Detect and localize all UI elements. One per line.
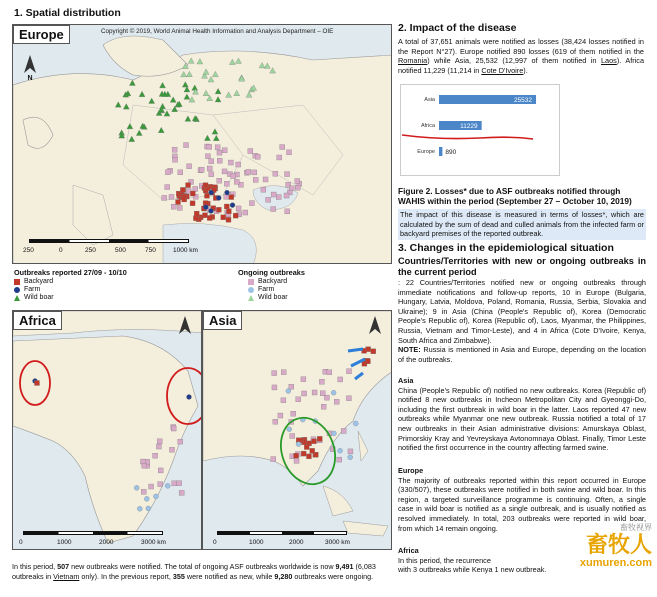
backyard-marker bbox=[190, 191, 195, 196]
backyard-marker bbox=[171, 204, 176, 209]
backyard-marker bbox=[271, 207, 276, 212]
farm-icon bbox=[14, 287, 20, 293]
backyard-marker bbox=[273, 419, 278, 424]
backyard-marker bbox=[207, 216, 212, 221]
backyard-marker bbox=[194, 211, 199, 216]
farm-marker bbox=[146, 506, 151, 511]
backyard-marker bbox=[295, 179, 300, 184]
backyard-marker bbox=[348, 449, 353, 454]
backyard-marker bbox=[157, 439, 162, 444]
africa-section-title: Africa bbox=[398, 546, 419, 555]
backyard-marker bbox=[272, 385, 277, 390]
backyard-marker bbox=[285, 172, 290, 177]
europe-map: Europe Copyright © 2019, World Animal Health Information and Analysis Department – OIE N 250 0 250 500 750 1000 km bbox=[12, 24, 392, 264]
backyard-marker bbox=[172, 147, 177, 152]
backyard-marker bbox=[304, 445, 309, 450]
europe-map-canvas bbox=[13, 25, 392, 264]
farm-marker bbox=[134, 485, 139, 490]
farm-marker bbox=[230, 203, 235, 208]
backyard-marker bbox=[165, 170, 170, 175]
backyard-marker bbox=[182, 197, 187, 202]
asia-map-label: Asia bbox=[203, 311, 242, 330]
backyard-marker bbox=[278, 413, 283, 418]
backyard-marker bbox=[172, 481, 177, 486]
backyard-marker bbox=[179, 490, 184, 495]
asia-map: Asia 0 1000 2000 3000 km bbox=[202, 310, 392, 550]
backyard-marker bbox=[281, 370, 286, 375]
backyard-marker bbox=[287, 150, 292, 155]
farm-ongoing-icon bbox=[248, 287, 254, 293]
backyard-marker bbox=[246, 169, 251, 174]
legend-reported: Outbreaks reported 27/09 - 10/10 Backyard Farm Wild boar bbox=[14, 268, 204, 301]
backyard-marker bbox=[186, 183, 191, 188]
backyard-marker bbox=[365, 359, 370, 364]
chart-bar bbox=[439, 147, 442, 156]
backyard-marker bbox=[289, 186, 294, 191]
farm-marker bbox=[331, 431, 336, 436]
backyard-marker bbox=[178, 170, 183, 175]
backyard-marker bbox=[346, 396, 351, 401]
backyard-marker bbox=[216, 207, 221, 212]
europe-section-title: Europe bbox=[398, 466, 424, 475]
backyard-marker bbox=[228, 160, 233, 165]
backyard-marker bbox=[222, 148, 227, 153]
farm-marker bbox=[153, 494, 158, 499]
farm-marker bbox=[287, 427, 292, 432]
farm-marker bbox=[331, 390, 336, 395]
figure-2-caption: Figure 2. Losses* due to ASF outbreaks notified through WAHIS within the period (September 27 – October 10, 2019) bbox=[398, 186, 632, 207]
backyard-marker bbox=[236, 206, 241, 211]
backyard-marker bbox=[280, 145, 285, 150]
watermark: 畜牧视界 畜牧人 xumuren.com bbox=[579, 523, 652, 569]
backyard-marker bbox=[296, 397, 301, 402]
backyard-marker bbox=[261, 187, 266, 192]
backyard-marker bbox=[294, 453, 299, 458]
farm-marker bbox=[209, 190, 214, 195]
backyard-marker bbox=[217, 150, 222, 155]
backyard-marker bbox=[301, 451, 306, 456]
africa-map-canvas bbox=[13, 311, 202, 550]
europe-map-label: Europe bbox=[13, 25, 70, 44]
wild-boar-icon bbox=[14, 295, 20, 301]
backyard-marker bbox=[141, 489, 146, 494]
backyard-marker bbox=[205, 154, 210, 159]
backyard-marker bbox=[190, 201, 195, 206]
farm-marker bbox=[203, 205, 208, 210]
backyard-marker bbox=[180, 188, 185, 193]
backyard-marker bbox=[142, 463, 147, 468]
backyard-marker bbox=[310, 448, 315, 453]
africa-map-label: Africa bbox=[13, 311, 62, 330]
backyard-marker bbox=[224, 181, 229, 186]
backyard-marker bbox=[209, 172, 214, 177]
backyard-marker bbox=[231, 174, 236, 179]
backyard-marker bbox=[248, 149, 253, 154]
annotation-underline bbox=[400, 130, 535, 144]
backyard-marker bbox=[306, 454, 311, 459]
chart-value-label: 11229 bbox=[460, 123, 478, 130]
chart-category-label: Asia bbox=[424, 97, 435, 103]
farm-marker bbox=[165, 483, 170, 488]
backyard-marker bbox=[203, 183, 208, 188]
backyard-marker bbox=[226, 217, 231, 222]
asia-map-canvas bbox=[203, 311, 392, 550]
wild-boar-ongoing-icon bbox=[248, 295, 254, 301]
backyard-marker bbox=[255, 154, 260, 159]
north-arrow-icon bbox=[368, 316, 382, 336]
backyard-marker bbox=[184, 143, 189, 148]
backyard-marker bbox=[243, 210, 248, 215]
backyard-marker bbox=[224, 204, 229, 209]
farm-marker bbox=[286, 388, 291, 393]
farm-marker bbox=[348, 455, 353, 460]
backyard-marker bbox=[233, 213, 238, 218]
backyard-marker bbox=[284, 193, 289, 198]
backyard-marker bbox=[162, 195, 167, 200]
backyard-marker bbox=[272, 371, 277, 376]
backyard-marker bbox=[226, 209, 231, 214]
backyard-marker bbox=[207, 166, 212, 171]
backyard-marker bbox=[234, 179, 239, 184]
backyard-marker bbox=[193, 186, 198, 191]
backyard-marker bbox=[199, 167, 204, 172]
backyard-marker bbox=[266, 197, 271, 202]
backyard-marker bbox=[222, 169, 227, 174]
backyard-marker bbox=[295, 185, 300, 190]
backyard-marker bbox=[312, 390, 317, 395]
backyard-marker bbox=[273, 171, 278, 176]
backyard-marker bbox=[321, 404, 326, 409]
backyard-marker bbox=[176, 200, 181, 205]
section-2-title: 2. Impact of the disease bbox=[398, 22, 517, 34]
backyard-marker bbox=[253, 177, 258, 182]
backyard-marker bbox=[217, 178, 222, 183]
farm-marker bbox=[296, 442, 301, 447]
backyard-marker bbox=[202, 213, 207, 218]
backyard-marker bbox=[229, 195, 234, 200]
backyard-marker bbox=[291, 411, 296, 416]
backyard-marker bbox=[289, 384, 294, 389]
backyard-marker bbox=[277, 155, 282, 160]
backyard-marker bbox=[221, 215, 226, 220]
backyard-marker bbox=[327, 370, 332, 375]
backyard-marker bbox=[149, 484, 154, 489]
chart-category-label: Europe bbox=[417, 149, 435, 155]
backyard-marker bbox=[156, 444, 161, 449]
backyard-marker bbox=[334, 399, 339, 404]
backyard-marker bbox=[165, 185, 170, 190]
backyard-marker bbox=[249, 201, 254, 206]
backyard-marker bbox=[252, 170, 257, 175]
backyard-marker bbox=[204, 193, 209, 198]
backyard-marker bbox=[324, 395, 329, 400]
farm-marker bbox=[216, 195, 221, 200]
farm-marker bbox=[225, 190, 230, 195]
backyard-marker bbox=[158, 482, 163, 487]
backyard-marker bbox=[236, 162, 241, 167]
backyard-marker bbox=[290, 434, 295, 439]
backyard-marker bbox=[173, 157, 178, 162]
africa-section: Africa In this period, the recurrence with 3 outbreaks while Kenya 1 new outbreak. bbox=[398, 546, 646, 575]
chart-value-label: 890 bbox=[445, 149, 457, 156]
backyard-marker bbox=[337, 457, 342, 462]
section-3-subtitle: Countries/Territories with new or ongoing outbreaks in the current period bbox=[398, 256, 646, 277]
backyard-marker bbox=[271, 457, 276, 462]
backyard-marker bbox=[217, 158, 222, 163]
section-1-title: 1. Spatial distribution bbox=[14, 7, 121, 19]
backyard-marker bbox=[193, 216, 198, 221]
map-copyright: Copyright © 2019, World Animal Health Information and Analysis Department – OIE bbox=[101, 28, 334, 35]
farm-marker bbox=[137, 506, 142, 511]
farm-marker bbox=[187, 395, 192, 400]
backyard-marker bbox=[153, 453, 158, 458]
backyard-marker bbox=[285, 209, 290, 214]
backyard-marker bbox=[177, 205, 182, 210]
section-3-text: Countries/Territories with new or ongoing outbreaks in the current period : 22 Countries/Territories notified new or ongoing outbreaks through immediate notifications and follow-up reports, 10 in Europe (Bulgaria, Hungary, Latvia, Moldova, Poland, Romania, Russia, Serbia, Slovakia and Ukraine); 9 in Asia (China (People's Republic of), Korea (Democratic People's Republic of), Korea (Republic of), Laos, Myanmar, the Philippines, Russia, Vietnam and Timor-Leste), and 4 in Africa (Cote D'Ivoire, Kenya, South Africa and Zimbabwe). NOTE: Russia is mentioned in Asia and Europe, depending on the location of the outbreaks. bbox=[398, 256, 646, 364]
backyard-marker bbox=[169, 447, 174, 452]
asia-section: Asia China (People's Republic of) notified no new outbreaks. Korea (Republic of) notified 8 new outbreaks in Incheon Metropolitan City and Gyeonggi-Do, including the first outbreak in wild boar in the latter. Laos reported 47 new outbreaks while Myanmar one new outbreak. Russia notified a total of 17 new outbreaks in their Asian administrative divisions: Amurskaya Oblast, Primorskiy Kray and Yevreyskaya Avtonomnaya Oblast. Finally, Timor Leste notified the first occurrence in the country affecting farmed swine. bbox=[398, 376, 646, 453]
backyard-icon bbox=[14, 279, 20, 285]
legend-ongoing: Ongoing outbreaks Backyard Farm Wild boar bbox=[238, 268, 388, 301]
backyard-marker bbox=[178, 439, 183, 444]
farm-marker bbox=[338, 448, 343, 453]
backyard-marker bbox=[271, 192, 276, 197]
backyard-marker bbox=[346, 369, 351, 374]
europe-section: Europe The majority of outbreaks reported within this report occurred in Europe (330/507), these outbreaks were notified in both swine and wild boar. In this region, a targeted surveillance programme is continuing. Often, a single case in wild boar is notified as a single outbreak, and is usually notified as resolved immediately. In total, 203 outbreaks were reported in wild boar, from which 14 remain ongoing. bbox=[398, 466, 646, 533]
section-3-title: 3. Changes in the epidemiological situation bbox=[398, 242, 614, 254]
backyard-marker bbox=[276, 195, 281, 200]
backyard-marker bbox=[215, 145, 220, 150]
backyard-marker bbox=[319, 379, 324, 384]
backyard-marker bbox=[281, 398, 286, 403]
backyard-marker bbox=[294, 458, 299, 463]
africa-map: Africa 0 1000 2000 3000 km bbox=[12, 310, 202, 550]
backyard-marker bbox=[263, 177, 268, 182]
legend-reported-title: Outbreaks reported 27/09 - 10/10 bbox=[14, 268, 127, 277]
chart-category-label: Africa bbox=[420, 123, 435, 129]
backyard-marker bbox=[171, 426, 176, 431]
backyard-ongoing-icon bbox=[248, 279, 254, 285]
backyard-marker bbox=[209, 159, 214, 164]
backyard-marker bbox=[207, 144, 212, 149]
backyard-marker bbox=[169, 194, 174, 199]
asia-section-title: Asia bbox=[398, 376, 414, 385]
outbreak-summary: In this period, 507 new outbreaks were notified. The total of ongoing ASF outbreaks worldwide is now 9,491 (6,083 outbreaks in Vietnam only). In the previous report, 355 were notified as new, while 9,280 outbreaks were ongoing. bbox=[12, 562, 376, 581]
legend-ongoing-title: Ongoing outbreaks bbox=[238, 268, 305, 277]
backyard-marker bbox=[301, 377, 306, 382]
backyard-marker bbox=[338, 377, 343, 382]
backyard-marker bbox=[177, 481, 182, 486]
backyard-marker bbox=[371, 349, 376, 354]
backyard-marker bbox=[187, 164, 192, 169]
impact-text: A total of 37,651 animals were notified as losses (38,424 losses notified in the Report N°27). Europe notified 890 losses (619 of them notified in the Romania) while Asia, 25,532 (12,997 of them notified in Laos). Africa notified 11,229 (11,214 in Cote D'Ivoire). bbox=[398, 37, 644, 75]
north-arrow-icon bbox=[178, 316, 192, 336]
backyard-marker bbox=[158, 468, 163, 473]
chart-value-label: 25532 bbox=[513, 97, 533, 104]
backyard-marker bbox=[35, 381, 40, 386]
farm-marker bbox=[144, 496, 149, 501]
backyard-marker bbox=[317, 436, 322, 441]
figure-2-note: The impact of this disease is measured in terms of losses*, which are calculated by the sum of dead and culled animals from the infected farm or backyard premises of the reported outbreak. bbox=[400, 210, 644, 239]
backyard-marker bbox=[302, 391, 307, 396]
north-arrow-icon: N bbox=[23, 55, 37, 82]
farm-marker bbox=[353, 421, 358, 426]
backyard-marker bbox=[312, 439, 317, 444]
farm-marker bbox=[209, 208, 214, 213]
backyard-marker bbox=[341, 428, 346, 433]
